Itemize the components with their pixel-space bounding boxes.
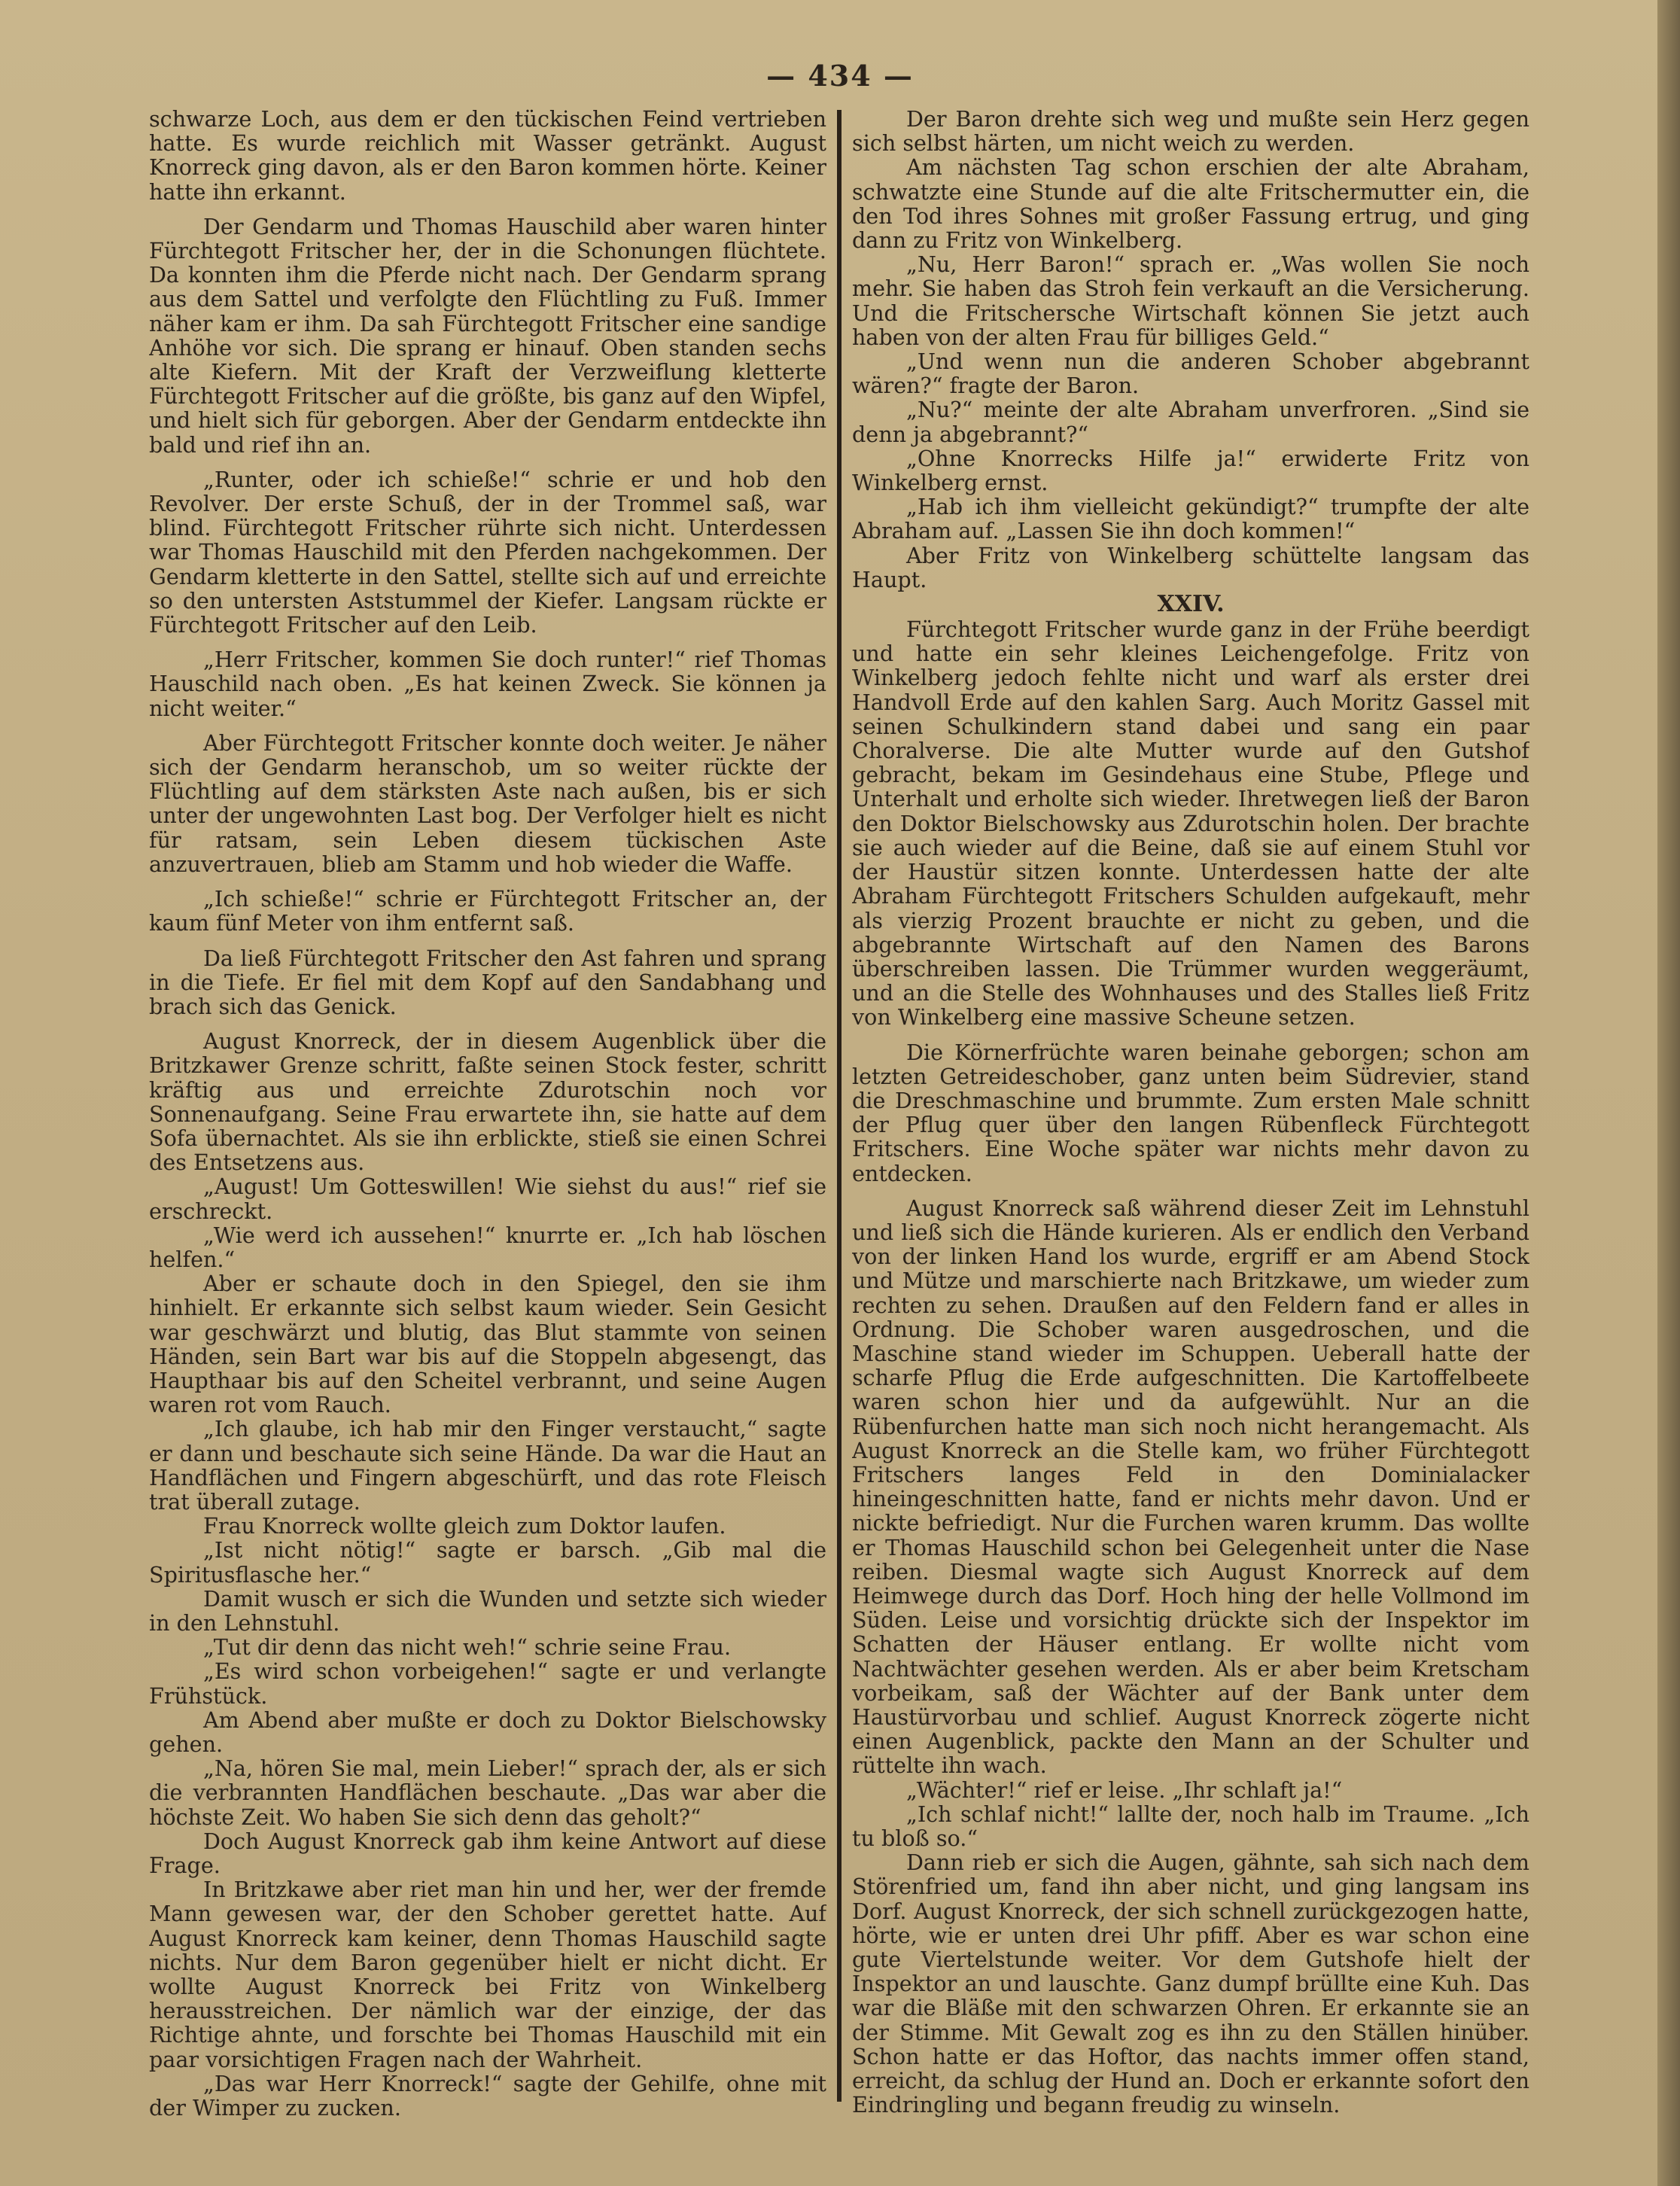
paragraph: „Nu?“ meinte der alte Abraham unverfroren. „Sind sie denn ja abgebrannt?“	[852, 397, 1529, 447]
page-edge	[1657, 0, 1680, 2186]
paragraph: „Ohne Knorrecks Hilfe ja!“ erwiderte Fritz von Winkelberg ernst.	[852, 445, 1529, 496]
paragraph: August Knorreck saß während dieser Zeit im Lehnstuhl und ließ sich die Hände kurieren. Als er endlich den Verband von der linken Hand los wurde, ergriff er am Abend Stock und Mütze und marschierte nach Britzkawe, um wieder zum rechten zu sehen. Draußen auf den Feldern fand er alles in Ordnung. Die Schober waren ausgedroschen, und die Maschine stand wieder im Schuppen. Ueberall hatte der scharfe Pflug die Erde aufgeschnitten. Die Kartoffelbeete waren schon hier und da aufgewühlt. Nur an die Rübenfurchen hatte man sich noch nicht herangemacht. Als August Knorreck an die Stelle kam, wo früher Fürchtegott Fritschers langes Feld in den Dominialacker hineingeschnitten hatte, fand er nichts mehr davon. Und er nickte befriedigt. Nur die Furchen waren krumm. Das wollte er Thomas Hauschild schon bei Gelegenheit unter die Nase reiben. Diesmal wagte sich August Knorreck auf dem Heimwege durch das Dorf. Hoch hing der helle Vollmond im Süden. Leise und vorsichtig drückte sich der Inspektor im Schatten der Häuser entlang. Er wollte nicht vom Nachtwächter gesehen werden. Als er aber beim Kretscham vorbeikam, saß der Wächter auf der Bank unter dem Haustürvorbau und schlief. August Knorreck zögerte nicht einen Augenblick, packte den Mann an der Schulter und rüttelte ihn wach.	[852, 1195, 1529, 1779]
paragraph: Fürchtegott Fritscher wurde ganz in der Frühe beerdigt und hatte ein sehr kleines Leichengefolge. Fritz von Winkelberg jedoch fehlte nicht und warf als erster drei Handvoll Erde auf den kahlen Sarg. Auch Moritz Gassel mit seinen Schulkindern stand dabei und sang ein paar Choralverse. Die alte Mutter wurde auf den Gutshof gebracht, bekam im Gesindehaus eine Stube, Pflege und Unterhalt und erholte sich wieder. Ihretwegen ließ der Baron den Doktor Bielschowsky aus Zdurotschin holen. Der brachte sie auch wieder auf die Beine, daß sie auf einem Stuhl vor der Haustür sitzen konnte. Unterdessen hatte der alte Abraham Fürchtegott Fritschers Schulden aufgekauft, mehr als vierzig Prozent brauchte er nicht zu geben, und die abgebrannte Wirtschaft auf den Namen des Barons überschreiben lassen. Die Trümmer wurden weggeräumt, und an die Stelle des Wohnhauses und des Stalles ließ Fritz von Winkelberg eine massive Scheune setzen.	[852, 617, 1529, 1031]
paragraph: „Ist nicht nötig!“ sagte er barsch. „Gib mal die Spiritusflasche her.“	[149, 1537, 826, 1588]
paragraph: „Und wenn nun die anderen Schober abgebrannt wären?“ fragte der Baron.	[852, 349, 1529, 399]
paragraph: Aber er schaute doch in den Spiegel, den sie ihm hinhielt. Er erkannte sich selbst kaum wieder. Sein Gesicht war geschwärzt und blutig, das Blut stammte von seinen Händen, sein Bart war bis auf die Stoppeln abgesengt, das Haupthaar bis auf den Scheitel verbrannt, und seine Augen waren rot vom Rauch.	[149, 1271, 826, 1418]
paragraph: Der Baron drehte sich weg und mußte sein Herz gegen sich selbst härten, um nicht weich zu werden.	[852, 107, 1529, 157]
chapter-heading: XXIV.	[1157, 591, 1225, 618]
paragraph: „Ich schieße!“ schrie er Fürchtegott Fritscher an, der kaum fünf Meter von ihm entfernt saß.	[149, 886, 826, 936]
paragraph: Am nächsten Tag schon erschien der alte Abraham, schwatzte eine Stunde auf die alte Fritschermutter ein, die den Tod ihres Sohnes mit großer Fassung ertrug, und ging dann zu Fritz von Winkelberg.	[852, 154, 1529, 254]
paragraph: „Na, hören Sie mal, mein Lieber!“ sprach der, als er sich die verbrannten Handflächen beschaute. „Das war aber die höchste Zeit. Wo haben Sie sich denn das geholt?“	[149, 1755, 826, 1830]
paragraph: „Herr Fritscher, kommen Sie doch runter!“ rief Thomas Hauschild nach oben. „Es hat keinen Zweck. Sie können ja nicht weiter.“	[149, 647, 826, 721]
paragraph: „Hab ich ihm vielleicht gekündigt?“ trumpfte der alte Abraham auf. „Lassen Sie ihn doch kommen!“	[852, 494, 1529, 544]
paragraph: „Runter, oder ich schieße!“ schrie er und hob den Revolver. Der erste Schuß, der in der Trommel saß, war blind. Fürchtegott Fritscher rührte sich nicht. Unterdessen war Thomas Hauschild mit den Pferden nachgekommen. Der Gendarm kletterte in den Sattel, stellte sich auf und erreichte so den untersten Aststummel der Kiefer. Langsam rückte er Fürchtegott Fritscher auf den Leib.	[149, 466, 826, 638]
left-column	[149, 107, 826, 2154]
paragraph: In Britzkawe aber riet man hin und her, wer der fremde Mann gewesen war, der den Schober gerettet hatte. Auf August Knorreck kam keiner, denn Thomas Hauschild sagte nichts. Nur dem Baron gegenüber hielt er nicht dicht. Er wollte August Knorreck bei Fritz von Winkelberg herausstreichen. Der nämlich war der einzige, der das Richtige ahnte, und forschte bei Thomas Hauschild mit ein paar vorsichtigen Fragen nach der Wahrheit.	[149, 1877, 826, 2072]
paragraph: „August! Um Gotteswillen! Wie siehst du aus!“ rief sie erschreckt.	[149, 1174, 826, 1224]
paragraph: „Ich schlaf nicht!“ lallte der, noch halb im Traume. „Ich tu bloß so.“	[852, 1801, 1529, 1852]
paragraph: „Tut dir denn das nicht weh!“ schrie seine Frau.	[203, 1634, 732, 1661]
paragraph: Aber Fürchtegott Fritscher konnte doch weiter. Je näher sich der Gendarm heranschob, um so weiter rückte der Flüchtling auf dem stärksten Aste nach außen, bis er sich unter der ungewohnten Last bog. Der Verfolger hielt es nicht für ratsam, sein Leben diesem tückischen Aste anzuvertrauen, blieb am Stamm und hob wieder die Waffe.	[149, 729, 826, 877]
column-divider	[837, 110, 842, 2102]
paragraph: Doch August Knorreck gab ihm keine Antwort auf diese Frage.	[149, 1828, 826, 1879]
paragraph: „Wächter!“ rief er leise. „Ihr schlaft ja!“	[906, 1777, 1343, 1803]
paragraph: Da ließ Fürchtegott Fritscher den Ast fahren und sprang in die Tiefe. Er fiel mit dem Kopf auf den Sandabhang und brach sich das Genick.	[149, 945, 826, 1019]
paragraph: Damit wusch er sich die Wunden und setzte sich wieder in den Lehnstuhl.	[149, 1585, 826, 1636]
paragraph: „Nu, Herr Baron!“ sprach er. „Was wollen Sie noch mehr. Sie haben das Stroh fein verkauft an die Versicherung. Und die Fritschersche Wirtschaft können Sie jetzt auch haben von der alten Frau für billiges Geld.“	[852, 251, 1529, 350]
paragraph: „Ich glaube, ich hab mir den Finger verstaucht,“ sagte er dann und beschaute sich seine Hände. Da war die Haut an Handflächen und Fingern abgeschürft, und das rote Fleisch trat überall zutage.	[149, 1416, 826, 1515]
page-number: — 434 —	[766, 59, 914, 93]
paragraph: Am Abend aber mußte er doch zu Doktor Bielschowsky gehen.	[149, 1706, 826, 1757]
paragraph: „Wie werd ich aussehen!“ knurrte er. „Ich hab löschen helfen.“	[149, 1222, 826, 1272]
right-column	[852, 107, 1529, 2139]
paragraph: „Das war Herr Knorreck!“ sagte der Gehilfe, ohne mit der Wimper zu zucken.	[149, 2070, 826, 2121]
paragraph: Aber Fritz von Winkelberg schüttelte langsam das Haupt.	[852, 542, 1529, 592]
paragraph: August Knorreck, der in diesem Augenblick über die Britzkawer Grenze schritt, faßte seinen Stock fester, schritt kräftig aus und erreichte Zdurotschin noch vor Sonnenaufgang. Seine Frau erwartete ihn, sie hatte auf dem Sofa übernachtet. Als sie ihn erblickte, stieß sie einen Schrei des Entsetzens aus.	[149, 1028, 826, 1176]
paragraph: schwarze Loch, aus dem er den tückischen Feind vertrieben hatte. Es wurde reichlich mit Wasser getränkt. August Knorreck ging davon, als er den Baron kommen hörte. Keiner hatte ihn erkannt.	[149, 107, 826, 205]
paragraph: „Es wird schon vorbeigehen!“ sagte er und verlangte Frühstück.	[149, 1658, 826, 1709]
paragraph: Die Körnerfrüchte waren beinahe geborgen; schon am letzten Getreideschober, ganz unten beim Südrevier, stand die Dreschmaschine und brummte. Zum ersten Male schnitt der Pflug quer über den langen Rübenfleck Fürchtegott Fritschers. Eine Woche später war nichts mehr davon zu entdecken.	[852, 1039, 1529, 1186]
paragraph: Dann rieb er sich die Augen, gähnte, sah sich nach dem Störenfried um, fand ihn aber nicht, und ging langsam ins Dorf. August Knorreck, der sich schnell zurückgezogen hatte, hörte, wie er unten drei Uhr pfiff. Aber es war schon eine gute Viertelstunde weiter. Vor dem Gutshofe hielt der Inspektor an und lauschte. Ganz dumpf brüllte eine Kuh. Das war die Bläße mit den schwarzen Ohren. Er erkannte sie an der Stimme. Mit Gewalt zog es ihn zu den Ställen hinüber. Schon hatte er das Hoftor, das nachts immer offen stand, erreicht, da schlug der Hund an. Doch er erkannte sofort den Eindringling und begann freudig zu winseln.	[852, 1850, 1529, 2118]
paragraph: Frau Knorreck wollte gleich zum Doktor laufen.	[203, 1513, 726, 1539]
paragraph: Der Gendarm und Thomas Hauschild aber waren hinter Fürchtegott Fritscher her, der in die Schonungen flüchtete. Da konnten ihm die Pferde nicht nach. Der Gendarm sprang aus dem Sattel und verfolgte den Flüchtling zu Fuß. Immer näher kam er ihm. Da sah Fürchtegott Fritscher eine sandige Anhöhe vor sich. Die sprang er hinauf. Oben standen sechs alte Kiefern. Mit der Kraft der Verzweiflung kletterte Fürchtegott Fritscher auf die größte, bis ganz auf den Wipfel, und hielt sich für geborgen. Aber der Gendarm entdeckte ihn bald und rief ihn an.	[149, 213, 826, 458]
